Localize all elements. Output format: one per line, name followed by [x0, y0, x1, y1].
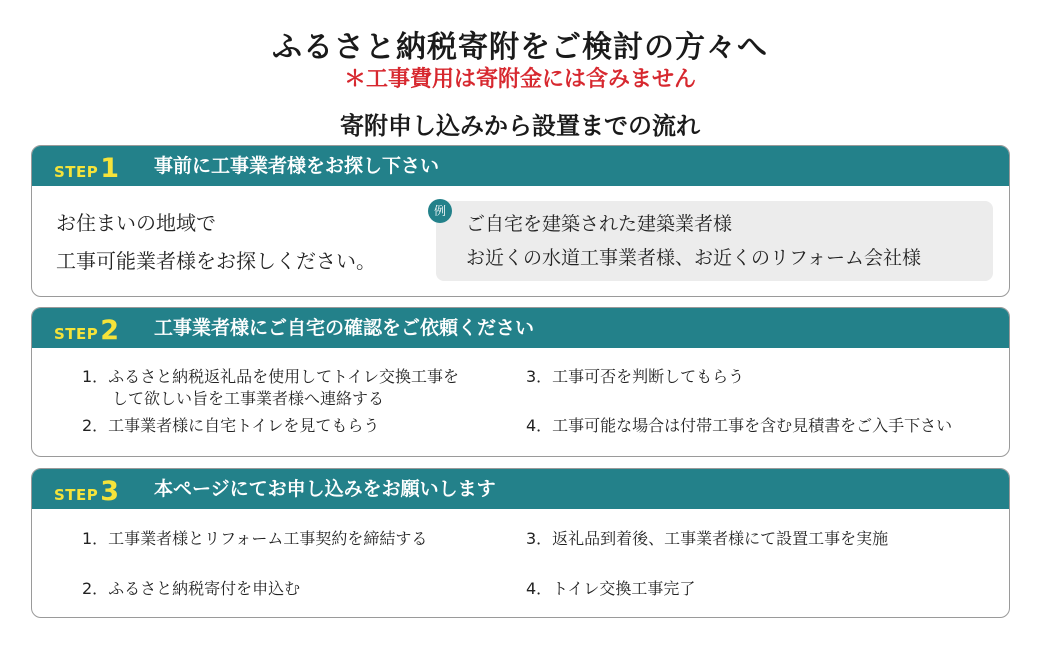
step1-body-line: お住まいの地域で — [56, 211, 216, 235]
flow-subtitle: 寄附申し込みから設置までの流れ — [340, 112, 700, 140]
step1-body — [56, 204, 376, 280]
step3-item-4: 4．トイレ交換工事完了 — [526, 579, 696, 598]
step1-word: STEP — [54, 163, 99, 181]
step2-item-1-line1: 1．ふるさと納税返礼品を使用してトイレ交換工事を — [82, 367, 460, 386]
step2-item-2: 2．工事業者様に自宅トイレを見てもらう — [82, 416, 380, 435]
step3-tag — [54, 478, 119, 505]
example-line: ご自宅を建築された建築業者様 — [466, 213, 733, 235]
step1-body-line: 工事可能業者様をお探しください。 — [56, 249, 376, 273]
step3-number: 3 — [100, 476, 120, 507]
step3-card — [31, 468, 1010, 618]
step2-item-1 — [82, 366, 459, 410]
step2-word: STEP — [54, 325, 99, 343]
step3-item-1: 1．工事業者様とリフォーム工事契約を締結する — [82, 529, 428, 548]
step1-heading: 事前に工事業者様をお探し下さい — [154, 155, 440, 177]
example-box — [433, 201, 993, 281]
step2-number: 2 — [100, 315, 120, 346]
step3-header — [32, 469, 1009, 509]
step2-tag — [54, 317, 119, 344]
step2-header — [32, 308, 1009, 348]
example-badge: 例 — [428, 199, 452, 223]
step3-item-3: 3．返礼品到着後、工事業者様にて設置工事を実施 — [526, 529, 889, 548]
step1-card — [31, 145, 1010, 297]
step1-header — [32, 146, 1009, 186]
page-title: ふるさと納税寄附をご検討の方々へ — [272, 30, 768, 65]
step2-card — [31, 307, 1010, 457]
step2-item-3: 3．工事可否を判断してもらう — [526, 367, 745, 386]
step1-tag — [54, 155, 119, 182]
step3-item-2: 2．ふるさと納税寄付を申込む — [82, 579, 301, 598]
step2-item-4: 4．工事可能な場合は付帯工事を含む見積書をご入手下さい — [526, 416, 953, 435]
example-line: お近くの水道工事業者様、お近くのリフォーム会社様 — [466, 247, 922, 269]
step2-heading: 工事業者様にご自宅の確認をご依頼ください — [154, 317, 535, 339]
step1-number: 1 — [100, 153, 120, 184]
example-text — [466, 207, 921, 275]
step3-word: STEP — [54, 486, 99, 504]
step3-heading: 本ページにてお申し込みをお願いします — [154, 478, 496, 500]
cost-note: ＊工事費用は寄附金には含みません — [343, 67, 696, 92]
step2-item-1-line2: して欲しい旨を工事業者様へ連絡する — [112, 389, 385, 408]
